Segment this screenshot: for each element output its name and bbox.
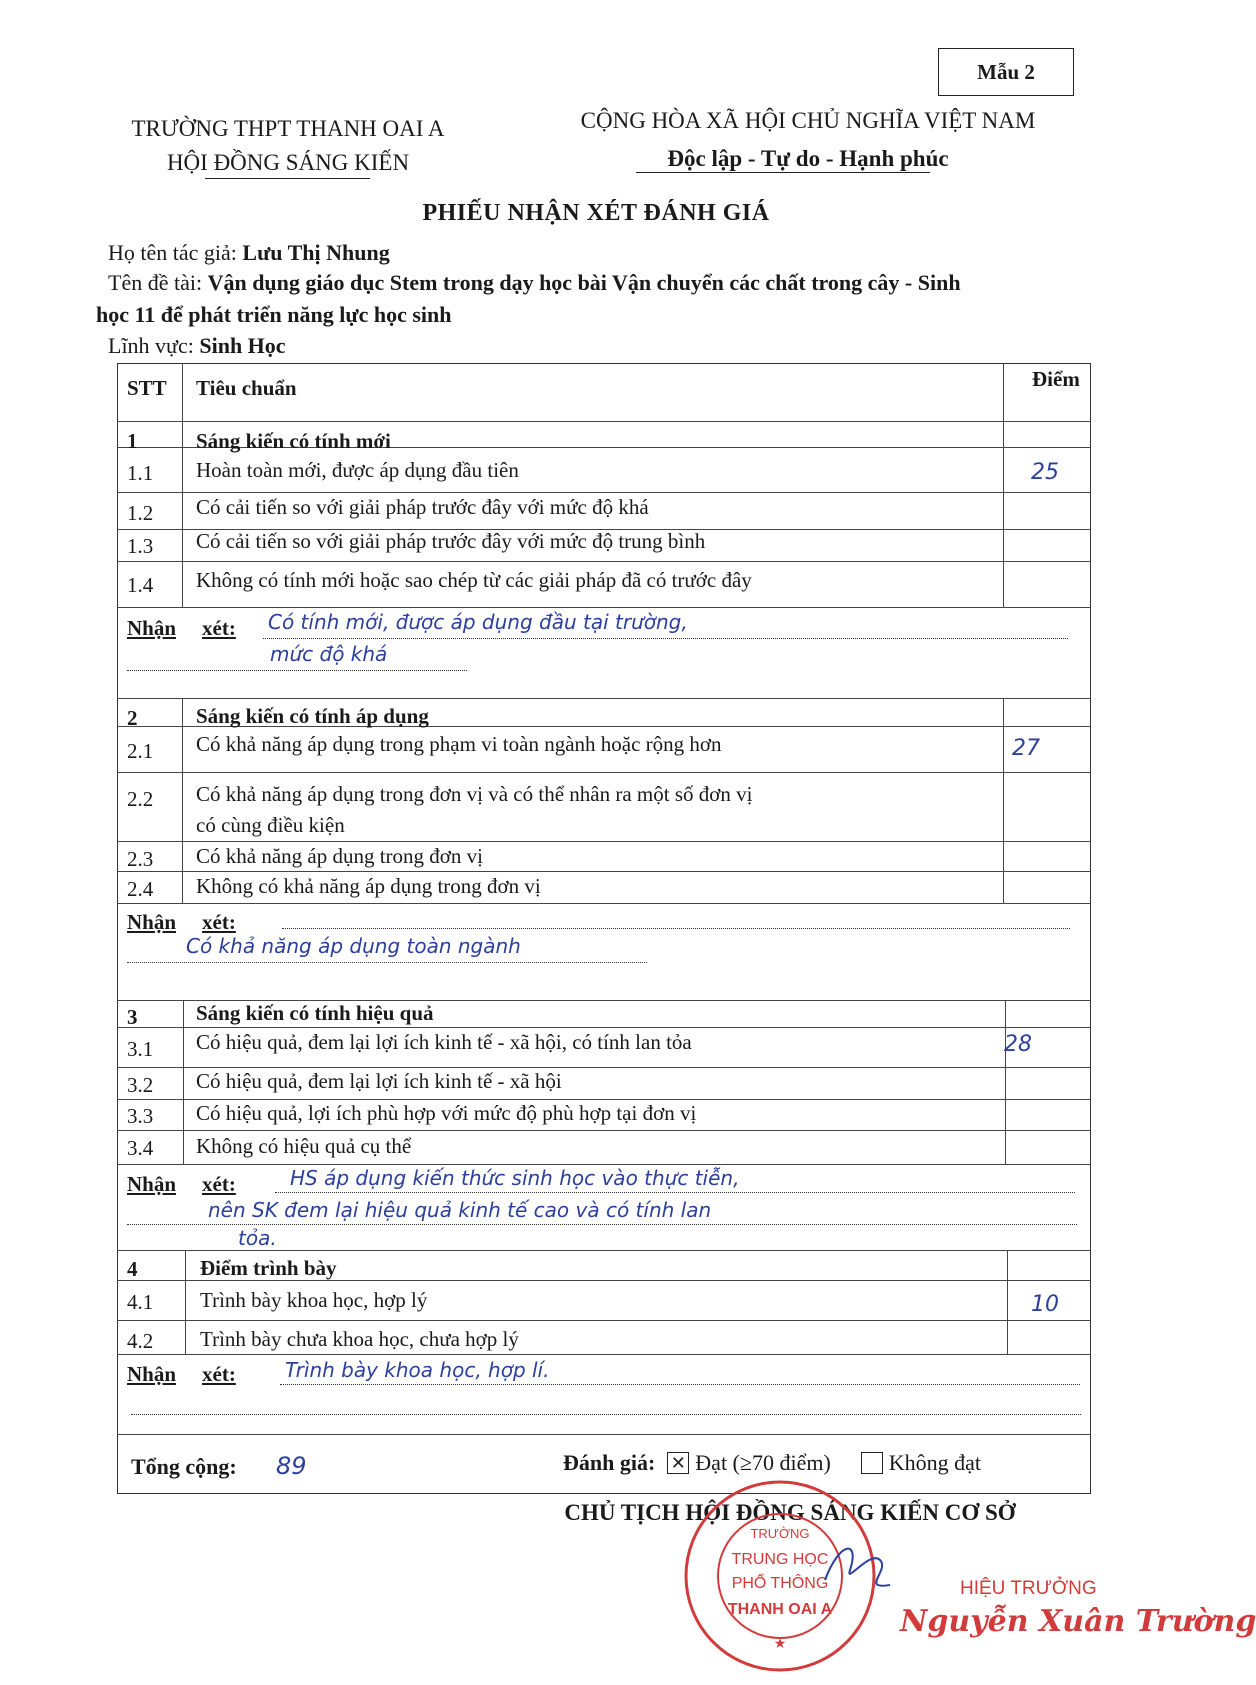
item-text: Có khả năng áp dụng trong đơn vị [196,844,483,868]
col-divider [185,1250,186,1354]
nation-header [528,102,1088,178]
item-number: 4.2 [127,1329,154,1353]
comment-label [127,1172,236,1197]
topic-line-2 [96,300,451,330]
evaluation [563,1450,981,1476]
motto-underline [636,172,930,173]
handwritten-comment: nên SK đem lại hiệu quả kinh tế cao và có tính lan [208,1198,712,1222]
item-text: Có hiệu quả, đem lại lợi ích kinh tế - xã hội, có tính lan tỏa [196,1030,692,1054]
section-title: Sáng kiến có tính mới [196,429,391,453]
col-divider [182,698,183,903]
item-text-continued: có cùng điều kiện [196,813,345,837]
item-text: Có cải tiến so với giải pháp trước đây với mức độ trung bình [196,529,706,553]
topic-label: Tên đề tài: [108,270,203,295]
field-label: Lĩnh vực: [108,333,194,358]
item-text: Hoàn toàn mới, được áp dụng đầu tiên [196,458,519,482]
seal-line: THANH OAI A [727,1601,833,1618]
dotted-line [131,1414,1081,1415]
topic-line [108,268,1128,298]
item-score: 28 [1004,1032,1032,1057]
row-line [117,1320,1091,1321]
pass-checkbox[interactable]: ✕ [667,1452,689,1474]
section-title: Điểm trình bày [200,1256,337,1280]
document-title: PHIẾU NHẬN XÉT ĐÁNH GIÁ [422,200,770,226]
signature-title: CHỦ TỊCH HỘI ĐỒNG SÁNG KIẾN CƠ SỞ [564,1500,1016,1525]
row-line [117,698,1091,699]
row-line [117,772,1091,773]
section-number: 1 [127,429,138,453]
item-number: 3.3 [127,1104,154,1128]
comment-label-word: xét: [202,1362,236,1386]
item-score: 25 [1031,460,1059,485]
comment-label [127,616,236,641]
pass-label: Đạt (≥70 điểm) [695,1450,831,1475]
item-number: 1.1 [127,461,154,485]
signature-scribble [820,1530,900,1600]
item-number: 2.2 [127,787,154,811]
row-line [117,841,1091,842]
item-number: 1.4 [127,573,154,597]
row-line [117,492,1091,493]
comment-label [127,910,236,935]
item-text: Có hiệu quả, lợi ích phù hợp với mức độ phù hợp tại đơn vị [196,1101,697,1125]
row-line [117,561,1091,562]
item-score: 27 [1012,736,1040,761]
comment-label-word: xét: [202,616,236,640]
section-number: 2 [127,706,138,730]
col-divider [1005,1000,1006,1164]
row-line [117,1434,1091,1435]
fail-checkbox[interactable] [861,1452,883,1474]
item-number: 3.1 [127,1037,154,1061]
council-underline [205,178,370,179]
comment-label-word: xét: [202,910,236,934]
col-header-criteria: Tiêu chuẩn [196,376,297,400]
row-line [117,1354,1091,1355]
row-line [117,903,1091,904]
council-name: HỘI ĐỒNG SÁNG KIẾN [166,150,410,175]
topic-title-1: Vận dụng giáo dục Stem trong dạy học bài Vận chuyển các chất trong cây - Sinh [207,270,961,295]
school-header [88,112,488,180]
item-text: Có khả năng áp dụng trong đơn vị và có thể nhân ra một số đơn vị [196,782,753,806]
section-title: Sáng kiến có tính áp dụng [196,704,429,728]
item-number: 2.3 [127,847,154,871]
section-number: 4 [127,1257,138,1281]
fail-label: Không đạt [888,1450,982,1475]
handwritten-comment: Có khả năng áp dụng toàn ngành [186,934,521,958]
row-line [117,1250,1091,1251]
item-number: 2.4 [127,877,154,901]
row-line [117,607,1091,608]
comment-label-word: Nhận [127,1362,177,1386]
col-divider [1003,698,1004,903]
item-text: Trình bày khoa học, hợp lý [200,1288,428,1312]
section-title: Sáng kiến có tính hiệu quả [196,1001,434,1025]
author-label: Họ tên tác giả: [108,240,237,265]
handwritten-comment: Có tính mới, được áp dụng đầu tại trường, [268,610,688,634]
field-value: Sinh Học [199,333,286,358]
comment-label-word: Nhận [127,616,177,640]
item-number: 1.2 [127,501,154,525]
item-text: Có cải tiến so với giải pháp trước đây với mức độ khá [196,495,649,519]
author-line [108,238,390,268]
motto: Độc lập - Tự do - Hạnh phúc [667,146,949,171]
item-text: Có hiệu quả, đem lại lợi ích kinh tế - xã hội [196,1069,562,1093]
col-divider [183,1000,184,1164]
item-number: 1.3 [127,534,154,558]
comment-label-word: xét: [202,1172,236,1196]
topic-title-2: học 11 để phát triển năng lực học sinh [96,302,452,327]
item-text: Không có hiệu quả cụ thể [196,1134,412,1158]
item-score: 10 [1031,1292,1059,1317]
col-divider [1003,363,1004,607]
item-text: Trình bày chưa khoa học, chưa hợp lý [200,1327,519,1351]
total-label: Tổng cộng: [131,1454,237,1479]
seal-line: PHỔ THÔNG [731,1575,829,1592]
row-line [117,421,1091,422]
principal-title: HIỆU TRƯỞNG [960,1578,1097,1599]
dotted-line [275,1192,1075,1193]
form-code: Mẫu 2 [938,48,1074,96]
seal-line: TRƯỜNG [750,1526,810,1541]
item-text: Có khả năng áp dụng trong phạm vi toàn ngành hoặc rộng hơn [196,732,722,756]
star-icon: ★ [773,1637,787,1652]
seal-line: TRUNG HỌC [731,1551,829,1568]
col-divider [182,363,183,607]
handwritten-comment: tỏa. [238,1226,277,1250]
dotted-line [263,638,1068,639]
principal-name: Nguyễn Xuân Trường [900,1604,1256,1639]
row-line [117,871,1091,872]
dotted-line [127,1224,1077,1225]
handwritten-comment: HS áp dụng kiến thức sinh học vào thực tiễn, [290,1166,740,1190]
author-name: Lưu Thị Nhung [242,240,390,265]
item-text: Không có tính mới hoặc sao chép từ các giải pháp đã có trước đây [196,568,752,592]
dotted-line [280,1384,1080,1385]
handwritten-comment: Trình bày khoa học, hợp lí. [285,1358,550,1382]
col-header-stt: STT [127,376,167,400]
nation-name: CỘNG HÒA XÃ HỘI CHỦ NGHĨA VIỆT NAM [580,108,1036,133]
col-header-score: Điểm [1032,367,1080,391]
field-line [108,331,286,361]
item-number: 3.4 [127,1136,154,1160]
dotted-line [127,670,467,671]
comment-label-word: Nhận [127,910,177,934]
dotted-line [127,962,647,963]
item-number: 3.2 [127,1073,154,1097]
school-name: TRƯỜNG THPT THANH OAI A [131,116,445,141]
handwritten-comment: mức độ khá [270,642,388,666]
item-number: 2.1 [127,739,154,763]
item-number: 4.1 [127,1290,154,1314]
evaluation-label: Đánh giá: [563,1450,656,1475]
comment-label [127,1362,236,1387]
comment-label-word: Nhận [127,1172,177,1196]
section-number: 3 [127,1005,138,1029]
row-line [117,1027,1091,1028]
total-score: 89 [276,1452,307,1480]
item-text: Không có khả năng áp dụng trong đơn vị [196,874,541,898]
row-line [117,1164,1091,1165]
dotted-line [282,928,1070,929]
row-line [117,1130,1091,1131]
